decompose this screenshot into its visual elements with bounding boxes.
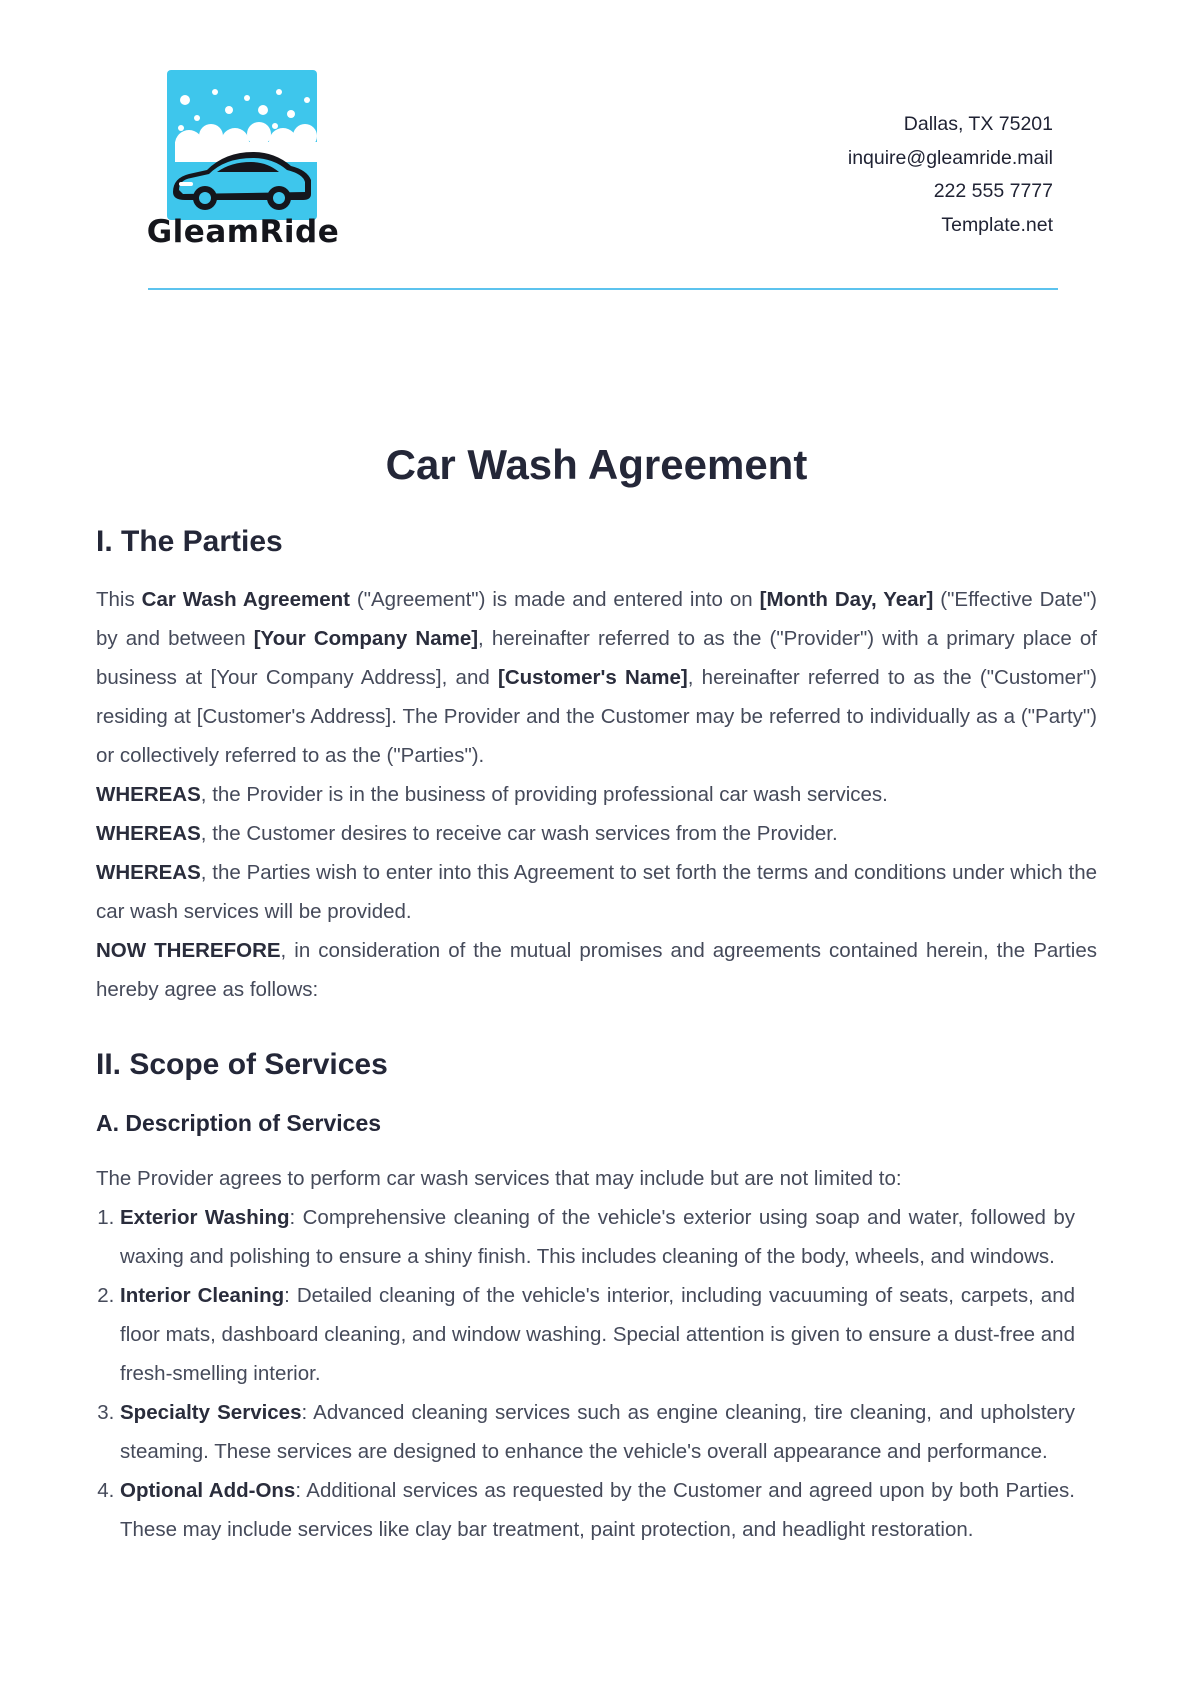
whereas-lead: WHEREAS xyxy=(96,861,201,884)
whereas-text: , the Provider is in the business of providing professional car wash services. xyxy=(200,783,888,806)
service-text: : Additional services as requested by the Customer and agreed upon by both Parties. These may include services like clay bar treatment, paint protection, and headlight restoration. xyxy=(120,1479,1075,1541)
list-item xyxy=(120,1393,1075,1471)
intro-text: This xyxy=(96,588,142,611)
whereas-clause xyxy=(96,853,1097,931)
whereas-lead: WHEREAS xyxy=(96,783,201,806)
subsection-heading-description: A. Description of Services xyxy=(96,1110,382,1136)
contact-website[interactable]: Template.net xyxy=(941,213,1053,236)
service-title: Interior Cleaning xyxy=(120,1284,285,1307)
now-therefore-text: , in consideration of the mutual promises and agreements contained herein, the Parties hereby agree as follows: xyxy=(96,939,1097,1001)
section-heading-scope: II. Scope of Services xyxy=(96,1048,388,1081)
contact-address: Dallas, TX 75201 xyxy=(903,113,1053,135)
whereas-text: , the Customer desires to receive car wash services from the Provider. xyxy=(200,822,838,845)
intro-text: ("Effective Date") by and between xyxy=(96,588,1097,650)
intro-text: , hereinafter referred to as the ("Provider") with a primary place of business at [Your Company Address], and xyxy=(96,627,1097,689)
service-title: Specialty Services xyxy=(120,1401,302,1424)
now-therefore-clause xyxy=(96,931,1097,1009)
whereas-clause xyxy=(96,775,1097,814)
now-therefore-lead: NOW THEREFORE xyxy=(96,939,281,962)
intro-bold: [Your Company Name] xyxy=(253,627,479,650)
services-list xyxy=(96,1198,1097,1549)
parties-intro-paragraph xyxy=(96,580,1097,775)
services-intro: The Provider agrees to perform car wash services that may include but are not limited to: xyxy=(96,1167,902,1190)
section-heading-parties: I. The Parties xyxy=(96,525,283,558)
whereas-clause xyxy=(96,814,1097,853)
list-item xyxy=(120,1198,1075,1276)
list-item xyxy=(120,1471,1075,1549)
contact-block xyxy=(848,108,1053,242)
car-wash-logo-icon xyxy=(167,70,317,220)
service-text: : Detailed cleaning of the vehicle's interior, including vacuuming of seats, carpets, and floor mats, dashboard cleaning, and window washing. Special attention is given to ensure a dust-free and fresh-smelling interior. xyxy=(120,1284,1075,1385)
document-header xyxy=(0,0,1200,300)
intro-text: ("Agreement") is made and entered into on xyxy=(349,588,760,611)
company-logo xyxy=(143,68,343,258)
intro-bold: [Month Day, Year] xyxy=(759,588,934,611)
intro-bold: [Customer's Name] xyxy=(498,666,688,689)
header-divider xyxy=(148,288,1058,290)
service-text: : Comprehensive cleaning of the vehicle's exterior using soap and water, followed by waxing and polishing to ensure a shiny finish. This includes cleaning of the body, wheels, and windows. xyxy=(120,1206,1075,1268)
contact-phone: 222 555 7777 xyxy=(933,180,1053,202)
whereas-text: , the Parties wish to enter into this Agreement to set forth the terms and conditions under which the car wash services will be provided. xyxy=(96,861,1097,923)
service-title: Optional Add-Ons xyxy=(120,1479,296,1502)
service-text: : Advanced cleaning services such as engine cleaning, tire cleaning, and upholstery steaming. These services are designed to enhance the vehicle's overall appearance and performance. xyxy=(120,1401,1075,1463)
list-item xyxy=(120,1276,1075,1393)
service-title: Exterior Washing xyxy=(120,1206,290,1229)
intro-bold: Car Wash Agreement xyxy=(141,588,350,611)
document-body xyxy=(96,440,1097,1549)
intro-text: , hereinafter referred to as the ("Customer") residing at [Customer's Address]. The Provider and the Customer may be referred to individually as a ("Party") or collectively referred to as the ("Parties"). xyxy=(96,666,1097,767)
contact-email[interactable]: inquire@gleamride.mail xyxy=(847,146,1053,169)
whereas-lead: WHEREAS xyxy=(96,822,201,845)
company-name: GleamRide xyxy=(146,214,340,250)
document-title: Car Wash Agreement xyxy=(385,441,808,488)
